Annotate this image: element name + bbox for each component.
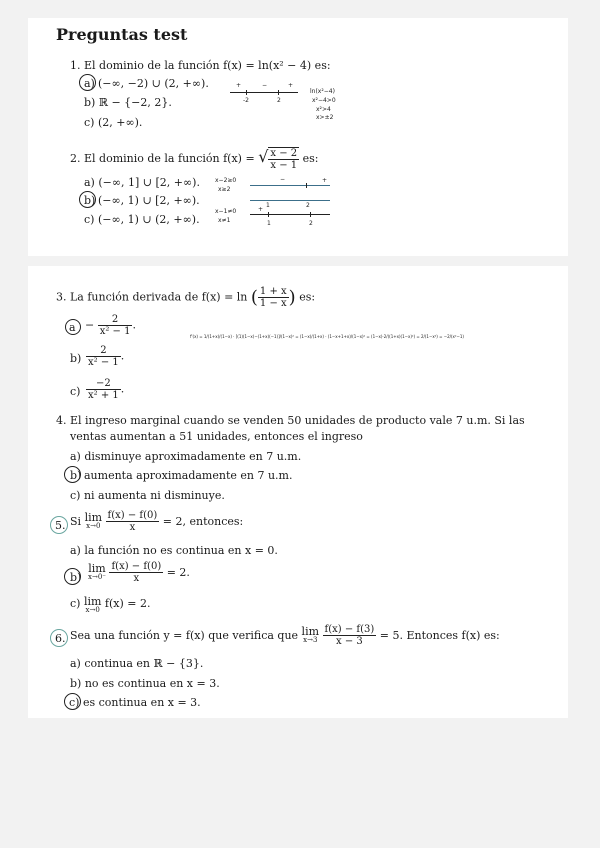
q1-option-a: (−∞, −2) ∪ (2, +∞).: [98, 77, 209, 90]
q2-option-b: (−∞, 1) ∪ [2, +∞).: [98, 194, 200, 207]
q1-option-b: b) ℝ − {−2, 2}.: [84, 96, 172, 109]
q6-text: Sea una función y = f(x) que verifica que lim x→3 $\frac{f(x) - f(3)}{x - 3}$ = 5. Entonces f(x) es:: [70, 624, 500, 647]
q4-option-a: a) disminuye aproximadamente en 7 u.m.: [70, 450, 302, 463]
q5-option-a: a) la función no es continua en x = 0.: [70, 544, 278, 557]
q1-note-3: x²>4: [316, 106, 331, 113]
q5-option-b: lim x→0⁻ $\frac{f(x) - f(0)}{x}$ = 2.: [88, 561, 190, 584]
q2-option-b-letter: b): [84, 194, 96, 207]
q6-option-a: a) continua en ℝ − {3}.: [70, 657, 204, 670]
q1-note-1: ln(x²−4): [310, 88, 335, 95]
q5-text: Si lim x→0 $\frac{f(x) - f(0)}{x}$ = 2, entonces:: [70, 510, 244, 533]
q2-note-4: x≠1: [218, 217, 231, 224]
q3-option-a: − $\frac{2}{\text{x² − 1}}$ .: [85, 314, 136, 337]
q6-option-c: es continua en x = 3.: [83, 696, 201, 709]
q3-option-a-letter: a: [69, 321, 76, 334]
q2-note-2: x≥2: [218, 186, 231, 193]
q4-option-b: aumenta aproximadamente en 7 u.m.: [84, 469, 293, 482]
q1-option-c: c) (2, +∞).: [84, 116, 143, 129]
q3-option-b: $\frac{2}{\text{x² − 1}}$ .: [88, 345, 125, 368]
q1-option-a-letter: a): [84, 77, 95, 90]
q5-option-b-letter: b): [70, 571, 82, 584]
q3-fraction: $\frac{1 + x}{1 - x}$: [259, 286, 287, 309]
q1-note-4: x>±2: [316, 114, 334, 121]
q3-option-c: $\frac{-2}{\text{x² + 1}}$ .: [88, 378, 125, 401]
q2-note-1: x−2≥0: [215, 177, 237, 184]
q1-note-2: x²−4>0: [312, 97, 336, 104]
q2-option-a: a) (−∞, 1] ∪ [2, +∞).: [84, 176, 200, 189]
q3-suffix: es:: [299, 290, 316, 304]
q2-sqrt-fraction: $\frac{x - 2}{x - 1}$: [270, 148, 298, 171]
q4-line-2: ventas aumentan a 51 unidades, entonces el ingreso: [70, 430, 363, 443]
q2-prefix: 2. El dominio de la función f(x) =: [70, 152, 255, 165]
q3-text: 3. La función derivada de f(x) = ln ( $\frac{1 + x}{1 - x}$ ) es:: [56, 286, 316, 309]
q4-line-1: 4. El ingreso marginal cuando se venden 50 unidades de producto vale 7 u.m. Si las: [56, 414, 525, 427]
q2-text: 2. El dominio de la función f(x) = √ $\frac{x - 2}{x - 1}$ es:: [70, 147, 319, 171]
q3-option-b-letter: b): [70, 352, 82, 365]
q3-handwritten-work: f'(x) = 1/(1+x)/(1−x) · [(1)(1−x)−(1+x)(−1)]/(1−x)² = (1−x)/(1+x) · (1−x+1+x)/(1−x)² = (1−x)·2/((1+x)(1−x)²) = 2/(1−x²) = −2/(x²−1): [190, 334, 464, 339]
q1-text: 1. El dominio de la función f(x) = ln(x² − 4) es:: [70, 59, 331, 72]
q6-option-c-letter: c): [69, 696, 80, 709]
page-title: Preguntas test: [56, 25, 188, 44]
q2-option-c: c) (−∞, 1) ∪ (2, +∞).: [84, 213, 200, 226]
q3-option-c-letter: c): [70, 385, 81, 398]
q2-suffix: es:: [302, 152, 319, 165]
q2-note-3: x−1≠0: [215, 208, 237, 215]
q6-option-b: b) no es continua en x = 3.: [70, 677, 220, 690]
q5-option-c: c) lim x→0 f(x) = 2.: [70, 595, 151, 614]
q3-prefix: 3. La función derivada de f(x) = ln: [56, 290, 248, 304]
q4-option-c: c) ni aumenta ni disminuye.: [70, 489, 225, 502]
q5-number: 5.: [55, 519, 66, 532]
q6-number: 6.: [55, 632, 66, 645]
q4-option-b-letter: b): [70, 469, 82, 482]
